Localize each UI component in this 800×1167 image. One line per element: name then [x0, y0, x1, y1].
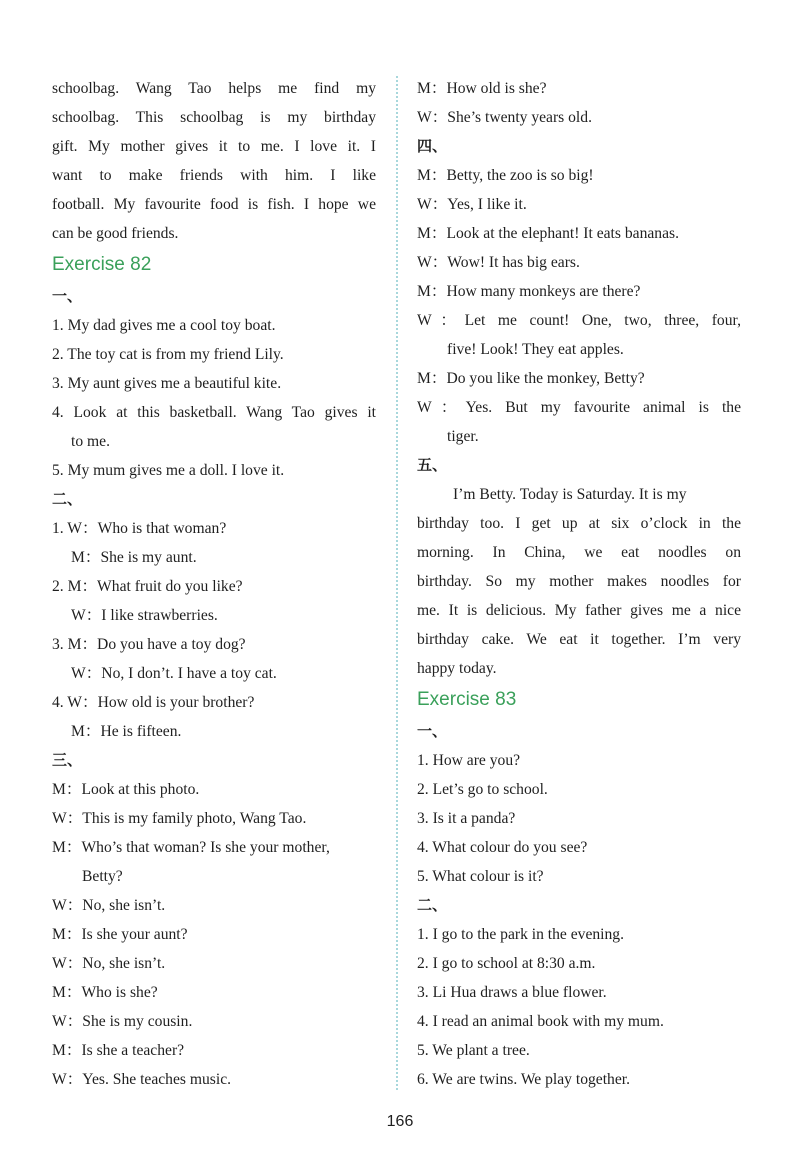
text-line: schoolbag. This schoolbag is my birthday	[52, 109, 376, 126]
text-line: M：Who is she?	[52, 984, 158, 1001]
text-line: 4. W：How old is your brother?	[52, 694, 255, 711]
text-line: want to make friends with him. I like	[52, 167, 376, 184]
exercise-heading: Exercise 82	[52, 254, 152, 275]
section-marker: 一、	[417, 722, 448, 740]
text-line: M：Do you like the monkey, Betty?	[417, 370, 645, 387]
section-marker: 四、	[417, 137, 448, 155]
column-divider	[396, 76, 398, 1090]
text-line: 5. We plant a tree.	[417, 1042, 530, 1059]
text-line: 4. What colour do you see?	[417, 839, 588, 856]
text-line: 2. I go to school at 8:30 a.m.	[417, 955, 596, 972]
text-line: 3. Li Hua draws a blue flower.	[417, 984, 607, 1001]
text-line: schoolbag. Wang Tao helps me find my	[52, 80, 376, 97]
text-line: M：She is my aunt.	[71, 549, 197, 566]
text-line: can be good friends.	[52, 225, 179, 242]
text-line: me. It is delicious. My father gives me a nice	[417, 602, 741, 619]
text-line: birthday. So my mother makes noodles for	[417, 573, 741, 590]
text-line: M：How old is she?	[417, 80, 547, 97]
text-line: tiger.	[447, 428, 479, 445]
text-line: I’m Betty. Today is Saturday. It is my	[453, 486, 687, 503]
text-line: 1. How are you?	[417, 752, 521, 769]
text-line: 6. We are twins. We play together.	[417, 1071, 631, 1088]
text-line: 1. W：Who is that woman?	[52, 520, 227, 537]
text-line: Betty?	[82, 868, 123, 885]
text-line: W：Yes, I like it.	[417, 196, 527, 213]
exercise-heading: Exercise 83	[417, 689, 517, 710]
text-line: W：I like strawberries.	[71, 607, 218, 624]
text-line: gift. My mother gives it to me. I love it. I	[52, 138, 376, 155]
text-line: 1. My dad gives me a cool toy boat.	[52, 317, 276, 334]
section-marker: 二、	[417, 896, 448, 914]
section-marker: 五、	[417, 456, 448, 474]
section-marker: 一、	[52, 287, 83, 305]
text-line: W：No, she isn’t.	[52, 897, 166, 914]
text-line: M：Betty, the zoo is so big!	[417, 167, 594, 184]
text-line: M：He is fifteen.	[71, 723, 182, 740]
text-line: W：Yes. But my favourite animal is the	[417, 399, 741, 416]
text-line: 3. My aunt gives me a beautiful kite.	[52, 375, 282, 392]
text-line: football. My favourite food is fish. I hope we	[52, 196, 376, 213]
text-line: M：Is she your aunt?	[52, 926, 188, 943]
text-line: 5. What colour is it?	[417, 868, 544, 885]
text-line: 5. My mum gives me a doll. I love it.	[52, 462, 285, 479]
text-line: 4. Look at this basketball. Wang Tao gives it	[52, 404, 376, 421]
page-number: 166	[386, 1113, 414, 1130]
text-line: 3. Is it a panda?	[417, 810, 516, 827]
text-line: M：How many monkeys are there?	[417, 283, 641, 300]
section-marker: 三、	[52, 751, 83, 769]
text-line: W：She’s twenty years old.	[417, 109, 592, 126]
text-line: W：Let me count! One, two, three, four,	[417, 312, 741, 329]
text-line: W：Yes. She teaches music.	[52, 1071, 232, 1088]
text-line: W：No, I don’t. I have a toy cat.	[71, 665, 277, 682]
text-line: W：This is my family photo, Wang Tao.	[52, 810, 307, 827]
text-line: M：Who’s that woman? Is she your mother,	[52, 839, 330, 856]
text-line: 4. I read an animal book with my mum.	[417, 1013, 664, 1030]
text-line: W：Wow! It has big ears.	[417, 254, 580, 271]
text-line: birthday too. I get up at six o’clock in the	[417, 515, 741, 532]
text-line: birthday cake. We eat it together. I’m very	[417, 631, 741, 648]
text-line: 2. M：What fruit do you like?	[52, 578, 243, 595]
left-column	[52, 74, 376, 1094]
text-line: five! Look! They eat apples.	[447, 341, 624, 358]
text-line: 2. The toy cat is from my friend Lily.	[52, 346, 284, 363]
text-line: W：No, she isn’t.	[52, 955, 166, 972]
text-line: W：She is my cousin.	[52, 1013, 193, 1030]
text-line: 2. Let’s go to school.	[417, 781, 548, 798]
text-line: happy today.	[417, 660, 497, 677]
text-line: M：Look at this photo.	[52, 781, 200, 798]
text-line: to me.	[71, 433, 110, 450]
text-line: 1. I go to the park in the evening.	[417, 926, 624, 943]
right-column	[417, 74, 741, 1094]
text-line: M：Look at the elephant! It eats bananas.	[417, 225, 679, 242]
section-marker: 二、	[52, 490, 83, 508]
text-line: morning. In China, we eat noodles on	[417, 544, 741, 561]
text-line: M：Is she a teacher?	[52, 1042, 185, 1059]
text-line: 3. M：Do you have a toy dog?	[52, 636, 246, 653]
